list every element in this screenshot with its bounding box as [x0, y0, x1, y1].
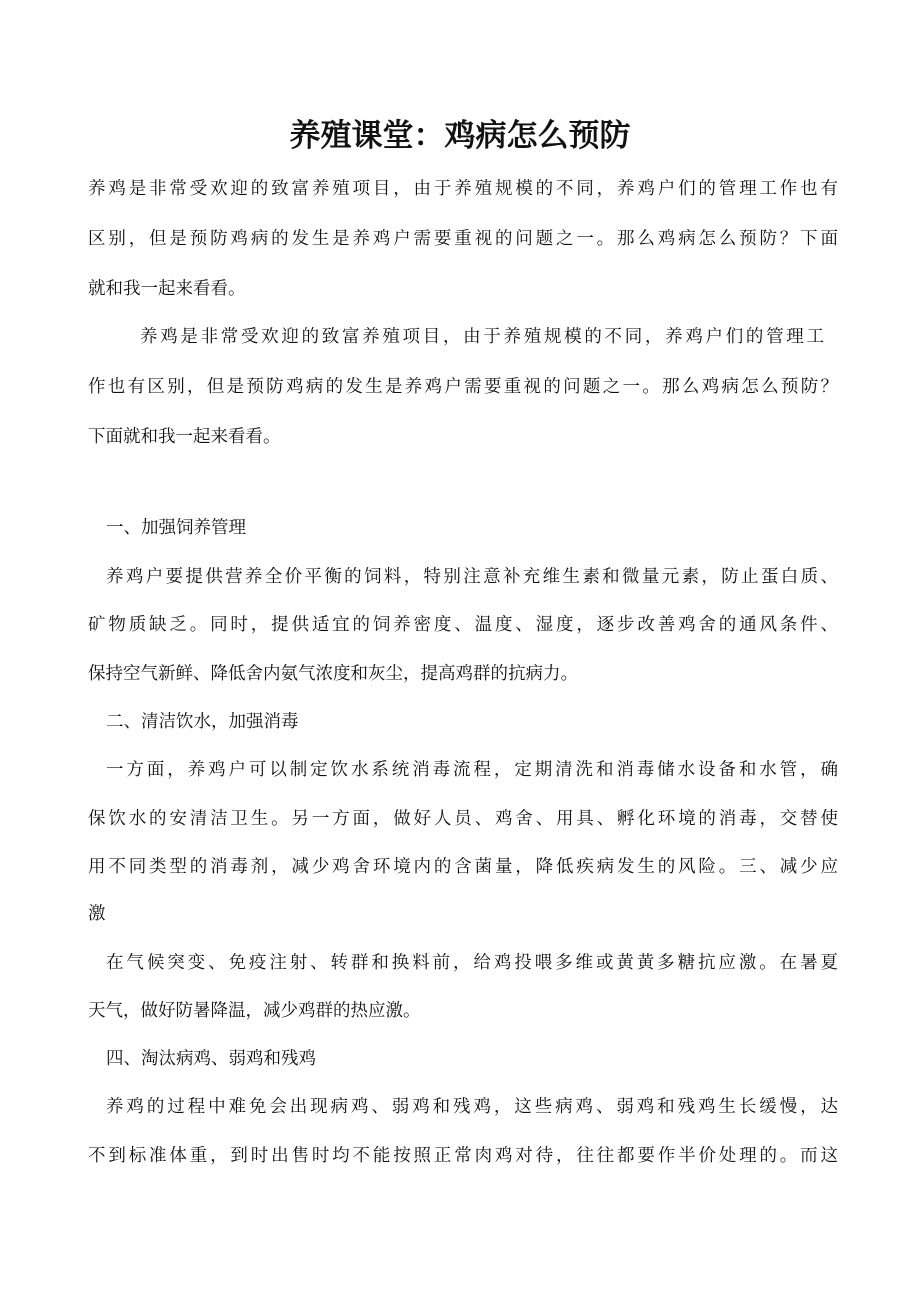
section-2-line-3: 用不同类型的消毒剂，减少鸡舍环境内的含菌量，降低疾病发生的风险。三、减少应: [88, 857, 838, 877]
intro-line-3: 就和我一起来看看。: [88, 279, 246, 299]
intro-repeat-line-1: 养鸡是非常受欢迎的致富养殖项目，由于养殖规模的不同，养鸡户们的管理工: [140, 327, 824, 347]
section-3-line-2: 天气，做好防暑降温，减少鸡群的热应激。: [88, 1001, 421, 1021]
intro-repeat-line-2: 作也有区别，但是预防鸡病的发生是养鸡户需要重视的问题之一。那么鸡病怎么预防？: [88, 377, 838, 397]
document-title: 养殖课堂：鸡病怎么预防: [289, 118, 631, 154]
section-4-heading: 四、淘汰病鸡、弱鸡和残鸡: [106, 1049, 316, 1069]
section-2-line-1: 一方面，养鸡户可以制定饮水系统消毒流程，定期清洗和消毒储水设备和水管，确: [106, 760, 838, 780]
section-1-heading: 一、加强饲养管理: [106, 518, 246, 538]
section-1-line-2: 矿物质缺乏。同时，提供适宜的饲养密度、温度、湿度，逐步改善鸡舍的通风条件、: [88, 615, 838, 635]
section-2-line-4: 激: [88, 904, 106, 924]
section-1-line-1: 养鸡户要提供营养全价平衡的饲料，特别注意补充维生素和微量元素，防止蛋白质、: [106, 567, 838, 587]
intro-line-1: 养鸡是非常受欢迎的致富养殖项目，由于养殖规模的不同，养鸡户们的管理工作也有: [88, 179, 838, 199]
section-4-line-1: 养鸡的过程中难免会出现病鸡、弱鸡和残鸡，这些病鸡、弱鸡和残鸡生长缓慢，达: [106, 1097, 838, 1117]
intro-line-2: 区别，但是预防鸡病的发生是养鸡户需要重视的问题之一。那么鸡病怎么预防？下面: [88, 229, 838, 249]
section-1-line-3: 保持空气新鲜、降低舍内氨气浓度和灰尘，提高鸡群的抗病力。: [88, 664, 578, 684]
section-3-line-1: 在气候突变、免疫注射、转群和换料前，给鸡投喂多维或黄黄多糖抗应激。在暑夏: [106, 953, 838, 973]
intro-repeat-line-3: 下面就和我一起来看看。: [88, 427, 281, 447]
section-2-line-2: 保饮水的安清洁卫生。另一方面，做好人员、鸡舍、用具、孵化环境的消毒，交替使: [88, 809, 838, 829]
section-4-line-2: 不到标准体重，到时出售时均不能按照正常肉鸡对待，往往都要作半价处理的。而这: [88, 1146, 838, 1166]
section-2-heading: 二、清洁饮水，加强消毒: [106, 712, 299, 732]
